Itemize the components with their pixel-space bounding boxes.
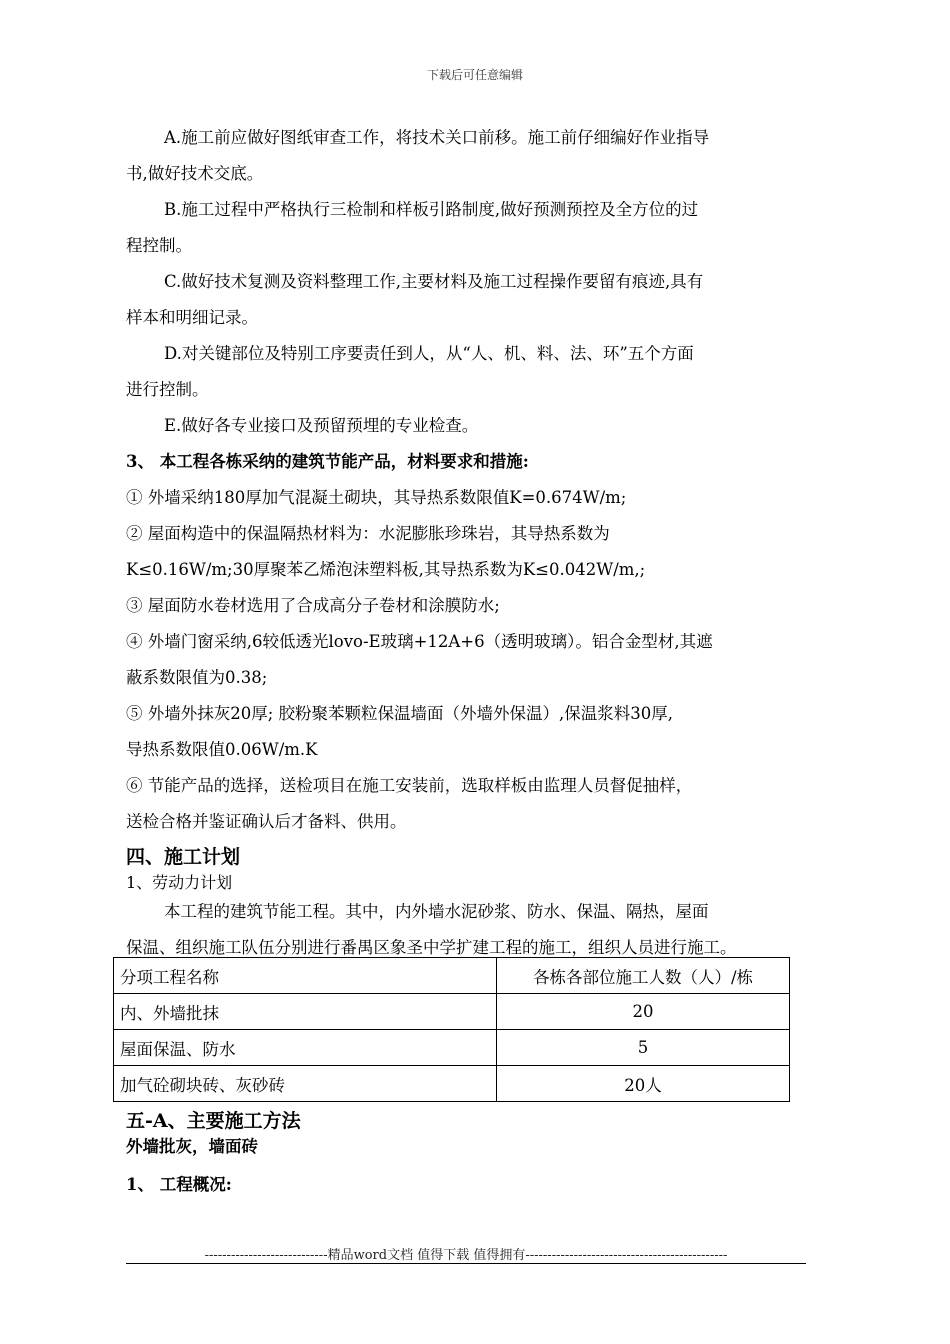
paragraph-d-line2: 进行控制。 bbox=[126, 380, 209, 399]
labor-table bbox=[113, 957, 790, 1102]
table-row bbox=[114, 1066, 790, 1102]
table-cell: 屋面保温、防水 bbox=[114, 1030, 497, 1066]
section3-item5-line2: 导热系数限值0.06W/m.K bbox=[126, 740, 318, 759]
table-row bbox=[114, 994, 790, 1030]
section3-item2-line2: K≤0.16W/m;30厚聚苯乙烯泡沫塑料板,其导热系数为K≤0.042W/m,; bbox=[126, 560, 646, 579]
section3-item5-line1: ⑤ 外墙外抹灰20厚; 胶粉聚苯颗粒保温墙面（外墙外保温）,保温浆料30厚, bbox=[126, 704, 674, 723]
section5-item1: 1、 工程概况: bbox=[126, 1175, 232, 1194]
paragraph-b-line2: 程控制。 bbox=[126, 236, 192, 255]
section3-item3: ③ 屋面防水卷材选用了合成高分子卷材和涂膜防水; bbox=[126, 596, 500, 615]
plan-paragraph-line2: 保温、组织施工队伍分别进行番禺区象圣中学扩建工程的施工，组织人员进行施工。 bbox=[126, 938, 737, 957]
section5-heading: 五-A、主要施工方法 bbox=[126, 1110, 301, 1132]
plan-subheading: 1、劳动力计划 bbox=[126, 873, 233, 892]
paragraph-e: E.做好各专业接口及预留预埋的专业检查。 bbox=[164, 416, 479, 435]
section3-item1: ① 外墙采纳180厚加气混凝土砌块，其导热系数限值K=0.674W/m; bbox=[126, 488, 627, 507]
section3-item6-line2: 送检合格并鉴证确认后才备料、供用。 bbox=[126, 812, 407, 831]
section3-item4-line1: ④ 外墙门窗采纳,6较低透光lovo-E玻璃+12A+6（透明玻璃）。铝合金型材,其遮 bbox=[126, 632, 713, 651]
table-cell: 加气砼砌块砖、灰砂砖 bbox=[114, 1066, 497, 1102]
paragraph-a-line2: 书,做好技术交底。 bbox=[126, 164, 264, 183]
section3-item4-line2: 蔽系数限值为0.38; bbox=[126, 668, 268, 687]
table-cell: 20人 bbox=[497, 1066, 790, 1102]
plan-paragraph-line1: 本工程的建筑节能工程。其中，内外墙水泥砂浆、防水、保温、隔热，屋面 bbox=[164, 902, 709, 921]
table-cell: 5 bbox=[497, 1030, 790, 1066]
paragraph-d-line1: D.对关键部位及特别工序要责任到人，从“人、机、料、法、环”五个方面 bbox=[164, 344, 694, 363]
plan-heading: 四、施工计划 bbox=[126, 846, 241, 868]
page-footer: ----------------------------精品word文档 值得下载 值得拥有---------------------------------------------- bbox=[204, 1248, 728, 1263]
section5 bbox=[126, 1108, 806, 1198]
document-body bbox=[126, 120, 806, 966]
table-cell: 内、外墙批抹 bbox=[114, 994, 497, 1030]
section3-title: 3、 本工程各栋采纳的建筑节能产品，材料要求和措施: bbox=[126, 452, 529, 471]
section5-subheading: 外墙批灰，墙面砖 bbox=[126, 1137, 258, 1156]
paragraph-a-line1: A.施工前应做好图纸审查工作，将技术关口前移。施工前仔细编好作业指导 bbox=[164, 128, 710, 147]
section3-item6-line1: ⑥ 节能产品的选择，送检项目在施工安装前，选取样板由监理人员督促抽样， bbox=[126, 776, 693, 795]
table-header-cell: 分项工程名称 bbox=[114, 958, 497, 994]
paragraph-b-line1: B.施工过程中严格执行三检制和样板引路制度,做好预测预控及全方位的过 bbox=[164, 200, 699, 219]
page-header: 下载后可任意编辑 bbox=[426, 68, 523, 82]
table-cell: 20 bbox=[497, 994, 790, 1030]
table-header-row bbox=[114, 958, 790, 994]
paragraph-c-line1: C.做好技术复测及资料整理工作,主要材料及施工过程操作要留有痕迹,具有 bbox=[164, 272, 704, 291]
footer-divider bbox=[126, 1263, 806, 1264]
table-row bbox=[114, 1030, 790, 1066]
section3-item2-line1: ② 屋面构造中的保温隔热材料为：水泥膨胀珍珠岩，其导热系数为 bbox=[126, 524, 610, 543]
table-header-cell: 各栋各部位施工人数（人）/栋 bbox=[497, 958, 790, 994]
paragraph-c-line2: 样本和明细记录。 bbox=[126, 308, 258, 327]
